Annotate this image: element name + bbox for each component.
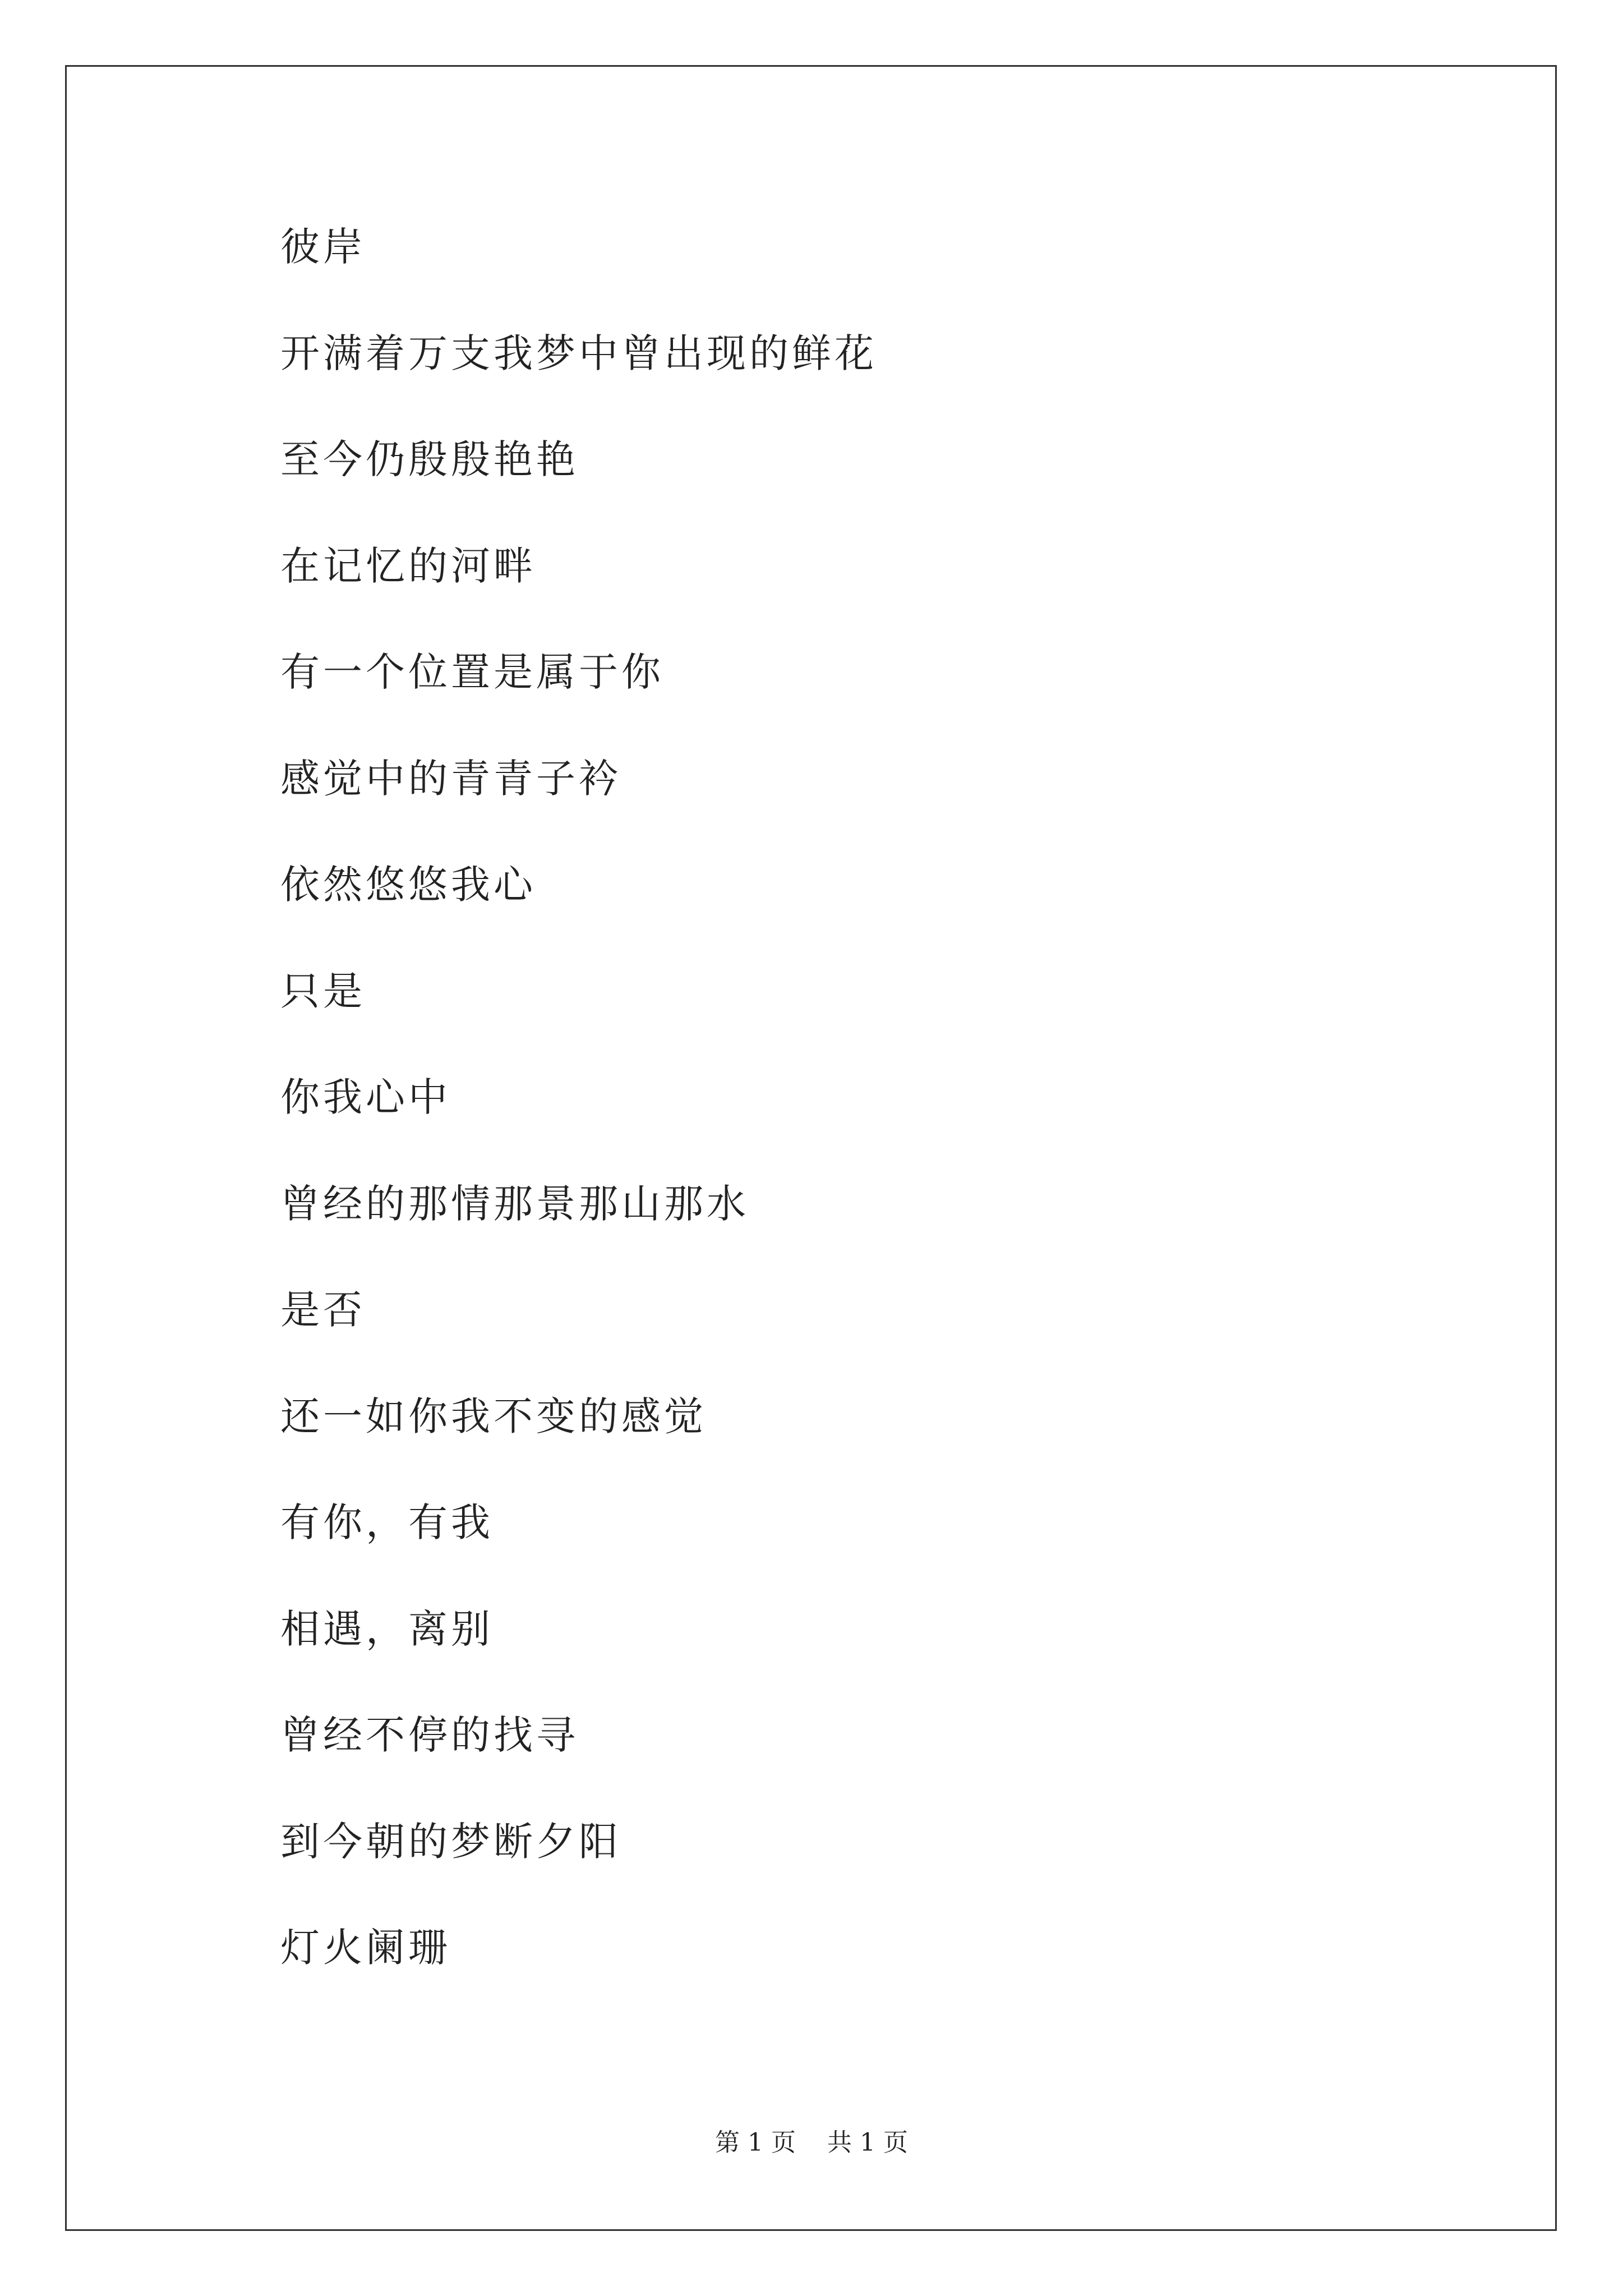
poem-line: 至今仍殷殷艳艳 [280,436,579,482]
poem-body [280,219,877,2026]
poem-line: 彼岸 [280,224,366,270]
poem-line: 相遇，离别 [280,1605,494,1652]
page-footer [0,2126,1623,2160]
poem-line: 灯火阑珊 [280,1925,451,1971]
poem-line: 感觉中的青青子衿 [280,755,621,802]
poem-line: 有你，有我 [280,1499,494,1545]
page-number-total: 共 1 页 [827,2128,908,2157]
poem-line: 依然悠悠我心 [280,862,536,908]
poem-line: 是否 [280,1287,366,1333]
poem-line: 开满着万支我梦中曾出现的鲜花 [280,330,877,376]
poem-line: 到今朝的梦断夕阳 [280,1818,621,1865]
poem-line: 有一个位置是属于你 [280,649,664,695]
poem-line: 曾经的那情那景那山那水 [280,1180,749,1227]
page-number-current: 第 1 页 [715,2128,796,2157]
poem-line: 曾经不停的找寻 [280,1712,579,1758]
poem-line: 在记忆的河畔 [280,542,536,589]
poem-line: 还一如你我不变的感觉 [280,1393,707,1439]
poem-line: 只是 [280,968,366,1014]
poem-line: 你我心中 [280,1074,451,1120]
